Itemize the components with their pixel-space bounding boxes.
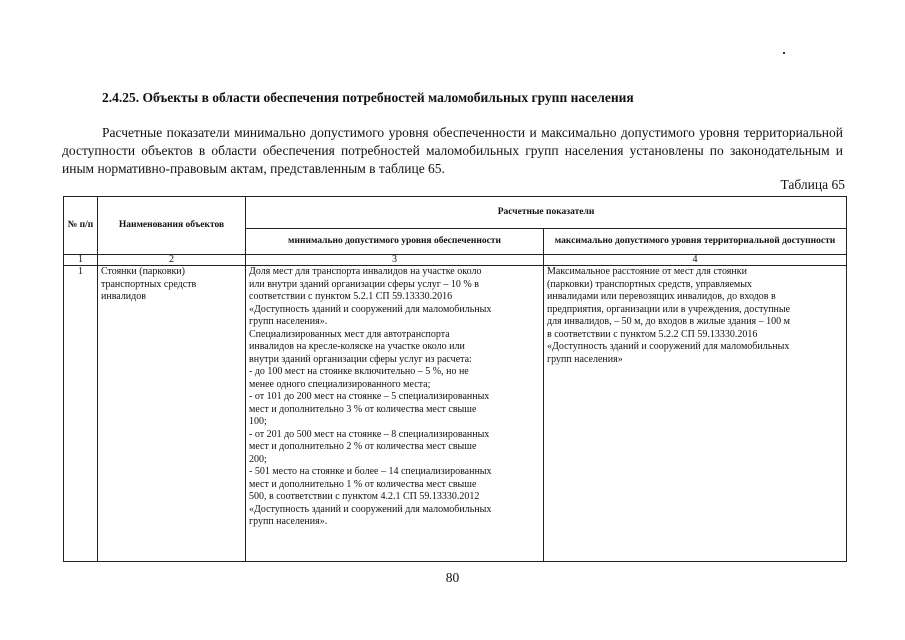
- max-level-cell: [544, 266, 847, 562]
- column-number-row: [64, 255, 847, 266]
- header-max-level: максимально допустимого уровня территориальной доступности: [544, 229, 847, 255]
- max-level-line: предприятия, организации или в учреждения, доступные: [547, 303, 791, 315]
- min-level-line: - до 100 мест на стоянке включительно – 5 %, но не: [249, 366, 469, 377]
- max-level-line: «Доступность зданий и сооружений для маломобильных: [547, 341, 790, 352]
- column-number: 3: [246, 255, 544, 266]
- column-number: 4: [544, 255, 847, 266]
- min-level-line: - от 101 до 200 мест на стоянке – 5 специализированных: [249, 391, 490, 402]
- table-row: [64, 266, 847, 562]
- header-min-level: минимально допустимого уровня обеспеченности: [246, 229, 544, 255]
- object-name-line: инвалидов: [101, 291, 146, 302]
- row-number: 1: [64, 266, 98, 562]
- min-level-line: 200;: [249, 453, 267, 465]
- section-title: 2.4.25. Объекты в области обеспечения потребностей маломобильных групп населения: [102, 90, 634, 105]
- min-level-line: или внутри зданий организации сферы услуг – 10 % в: [249, 278, 479, 290]
- header-row-top: [64, 197, 847, 229]
- header-number: № п/п: [64, 197, 98, 255]
- min-level-line: мест и дополнительно 2 % от количества мест свыше: [249, 441, 477, 452]
- max-level-line: групп населения»: [547, 353, 623, 365]
- indicators-table: [63, 196, 847, 562]
- min-level-line: - 501 место на стоянке и более – 14 специализированных: [249, 466, 492, 477]
- max-level-line: для инвалидов, – 50 м, до входов в жилые здания – 100 м: [547, 316, 790, 327]
- min-level-line: «Доступность зданий и сооружений для маломобильных: [249, 303, 492, 315]
- min-level-cell: [246, 266, 544, 562]
- min-level-line: 100;: [249, 416, 267, 427]
- object-name-line: транспортных средств: [101, 278, 197, 290]
- min-level-line: мест и дополнительно 3 % от количества мест свыше: [249, 403, 477, 415]
- min-level-line: групп населения».: [249, 316, 328, 327]
- scan-speck: [783, 52, 785, 54]
- max-level-line: инвалидами или перевозящих инвалидов, до входов в: [547, 291, 776, 302]
- min-level-line: Доля мест для транспорта инвалидов на участке около: [249, 266, 482, 277]
- min-level-line: 500, в соответствии с пунктом 4.2.1 СП 59.13330.2012: [249, 491, 480, 502]
- object-name-line: Стоянки (парковки): [101, 266, 185, 277]
- min-level-line: мест и дополнительно 1 % от количества мест свыше: [249, 478, 477, 490]
- page-number: 80: [445, 570, 460, 585]
- min-level-line: «Доступность зданий и сооружений для маломобильных: [249, 503, 492, 515]
- table-caption: Таблица 65: [780, 177, 845, 192]
- max-level-line: в соответствии с пунктом 5.2.2 СП 59.13330.2016: [547, 328, 758, 340]
- column-number: 2: [98, 255, 246, 266]
- min-level-line: внутри зданий организации сферы услуг из расчета:: [249, 353, 472, 365]
- min-level-line: групп населения».: [249, 516, 328, 527]
- object-name-cell: [98, 266, 246, 562]
- max-level-line: Максимальное расстояние от мест для стоянки: [547, 266, 747, 277]
- min-level-line: Специализированных мест для автотранспорта: [249, 328, 450, 340]
- min-level-line: - от 201 до 500 мест на стоянке – 8 специализированных: [249, 428, 490, 440]
- intro-paragraph: Расчетные показатели минимально допустимого уровня обеспеченности и максимально допустимого уровня территориальной доступности объектов в области обеспечения потребностей маломобильных групп населения установлены по законодательным и иным нормативно-правовым актам, представленным в таблице 65.: [62, 125, 843, 176]
- min-level-line: менее одного специализированного места;: [249, 378, 431, 390]
- header-object-names: Наименования объектов: [98, 197, 246, 255]
- header-calculated-indicators: Расчетные показатели: [246, 197, 847, 229]
- max-level-line: (парковки) транспортных средств, управляемых: [547, 278, 752, 290]
- column-number: 1: [64, 255, 98, 266]
- min-level-line: соответствии с пунктом 5.2.1 СП 59.13330.2016: [249, 291, 453, 302]
- min-level-line: инвалидов на кресле-коляске на участке около или: [249, 341, 465, 352]
